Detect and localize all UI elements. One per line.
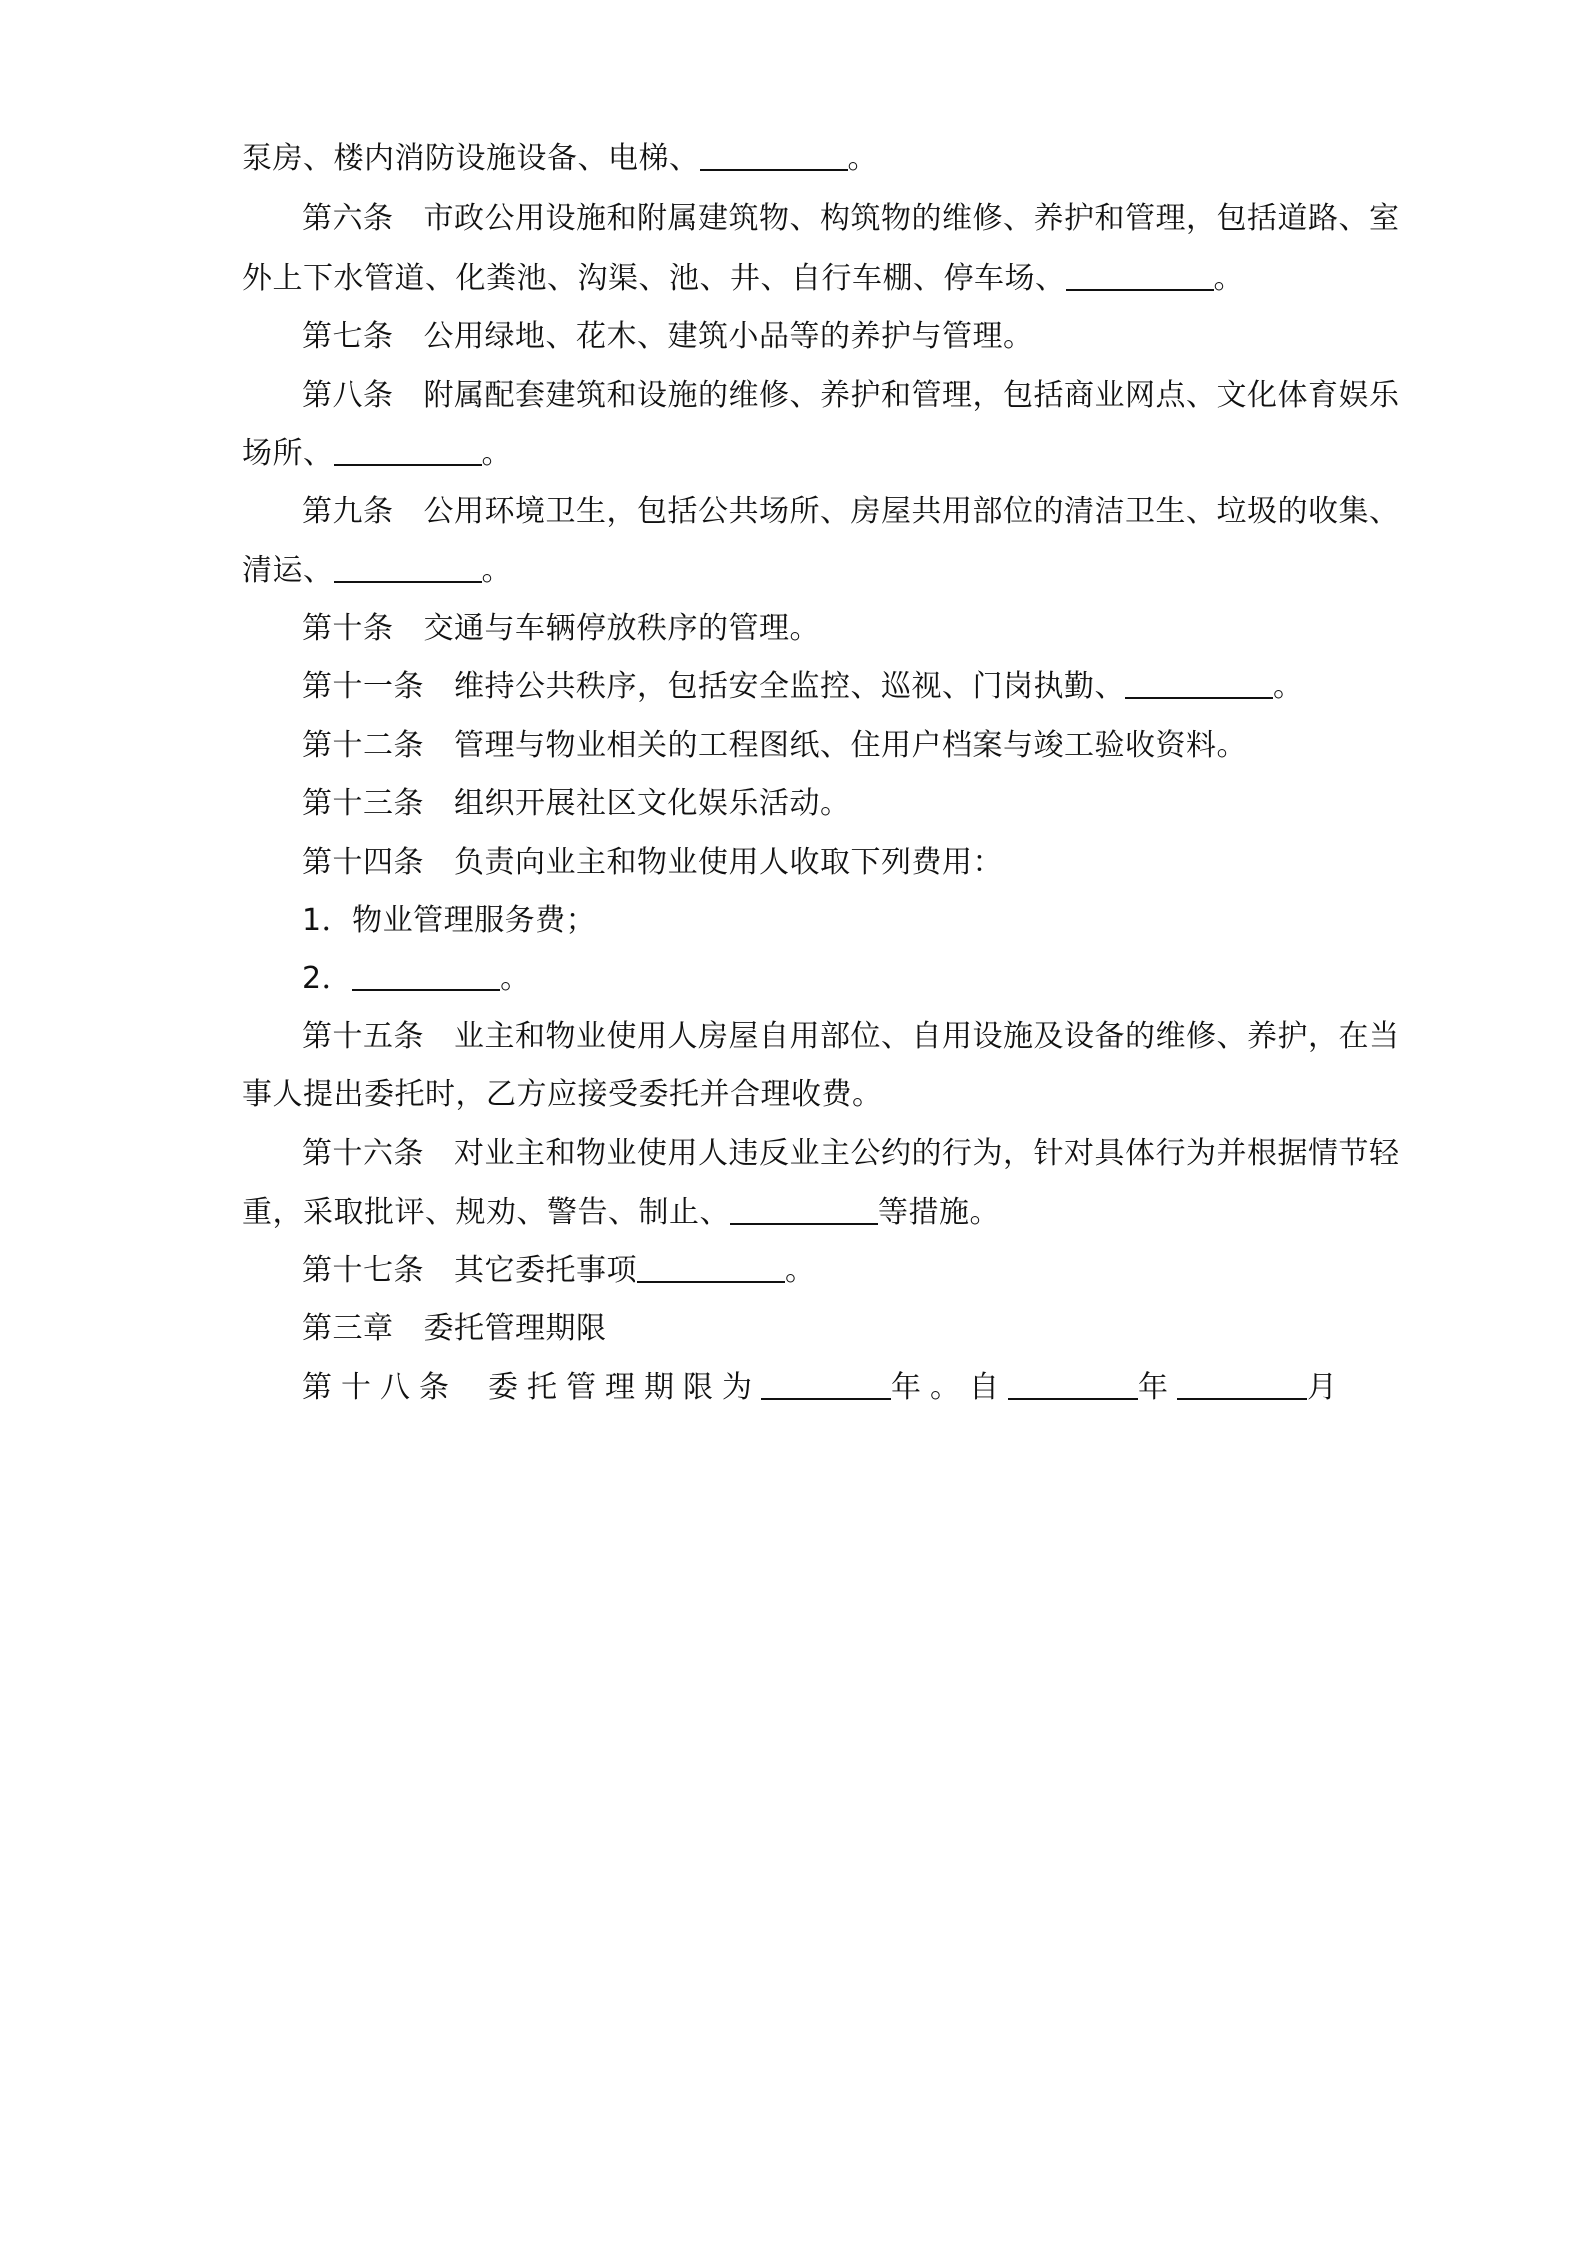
line-part: 年。自 <box>891 1370 1008 1405</box>
chapter-number: 第三章 <box>302 1311 394 1346</box>
chapter-heading <box>302 1309 1362 1349</box>
article-number: 第十一条 <box>302 669 424 704</box>
fill-blank <box>1177 1370 1307 1400</box>
line-text: 重，采取批评、规劝、警告、制止、 <box>242 1195 730 1230</box>
article-text: 管理与物业相关的工程图纸、住用户档案与竣工验收资料。 <box>454 728 1247 763</box>
article-8 <box>302 376 1400 416</box>
list-item-text: 2． <box>302 961 353 996</box>
article-7 <box>302 317 1362 357</box>
article-text: 委托管理期限为 <box>488 1370 761 1405</box>
article-17 <box>302 1251 1362 1291</box>
article-number: 第十七条 <box>302 1253 424 1288</box>
line-tail: 。 <box>847 141 878 176</box>
line-tail: 。 <box>481 553 512 588</box>
line-tail: 。 <box>481 436 512 471</box>
article-number: 第六条 <box>302 201 394 236</box>
fill-blank <box>730 1195 878 1225</box>
article-16 <box>302 1134 1400 1174</box>
fill-blank <box>761 1370 891 1400</box>
article-text: 公用绿地、花木、建筑小品等的养护与管理。 <box>423 319 1034 354</box>
article-13 <box>302 784 1362 824</box>
list-item-text: 1．物业管理服务费； <box>302 903 597 938</box>
article-text: 组织开展社区文化娱乐活动。 <box>454 786 851 821</box>
article-number: 第九条 <box>302 494 394 529</box>
line-part: 月 <box>1307 1370 1346 1405</box>
fill-blank <box>1125 669 1273 699</box>
text-line <box>242 1075 1362 1115</box>
fill-blank <box>700 141 848 171</box>
text-line <box>242 1193 1362 1233</box>
article-text: 负责向业主和物业使用人收取下列费用： <box>454 845 1003 880</box>
article-10 <box>302 609 1362 649</box>
line-tail: 。 <box>500 961 531 996</box>
fill-blank <box>1008 1370 1138 1400</box>
article-text: 公用环境卫生，包括公共场所、房屋共用部位的清洁卫生、垃圾的收集、 <box>423 494 1400 529</box>
article-text: 业主和物业使用人房屋自用部位、自用设施及设备的维修、养护，在当 <box>454 1019 1400 1054</box>
article-number: 第十二条 <box>302 728 424 763</box>
text-line <box>242 434 1362 474</box>
article-6 <box>302 199 1400 239</box>
text-line <box>242 551 1362 591</box>
line-text: 泵房、楼内消防设施设备、电梯、 <box>242 141 700 176</box>
article-number: 第十八条 <box>302 1370 458 1405</box>
fill-blank <box>1066 261 1214 291</box>
fill-blank <box>334 553 482 583</box>
fill-blank <box>334 436 482 466</box>
fill-blank <box>352 961 500 991</box>
line-tail: 。 <box>1213 261 1244 296</box>
article-text: 对业主和物业使用人违反业主公约的行为，针对具体行为并根据情节轻 <box>454 1136 1400 1171</box>
line-text: 场所、 <box>242 436 334 471</box>
line-part: 年 <box>1138 1370 1177 1405</box>
text-line <box>242 259 1362 299</box>
article-11 <box>302 667 1362 707</box>
article-18 <box>302 1368 1362 1408</box>
article-text: 交通与车辆停放秩序的管理。 <box>423 611 820 646</box>
article-number: 第八条 <box>302 378 394 413</box>
article-12 <box>302 726 1362 766</box>
article-14 <box>302 843 1362 883</box>
article-text: 市政公用设施和附属建筑物、构筑物的维修、养护和管理，包括道路、室 <box>423 201 1400 236</box>
fill-blank <box>637 1253 785 1283</box>
line-tail: 。 <box>1273 669 1304 704</box>
list-item-1 <box>302 901 1362 941</box>
list-item-2 <box>302 959 1362 999</box>
article-text: 其它委托事项 <box>454 1253 637 1288</box>
article-number: 第十五条 <box>302 1019 424 1054</box>
line-text: 事人提出委托时，乙方应接受委托并合理收费。 <box>242 1077 883 1112</box>
article-15 <box>302 1017 1400 1057</box>
article-9 <box>302 492 1400 532</box>
article-number: 第七条 <box>302 319 394 354</box>
article-text: 附属配套建筑和设施的维修、养护和管理，包括商业网点、文化体育娱乐 <box>423 378 1400 413</box>
text-line <box>242 139 1362 179</box>
article-text: 维持公共秩序，包括安全监控、巡视、门岗执勤、 <box>454 669 1125 704</box>
line-text: 外上下水管道、化粪池、沟渠、池、井、自行车棚、停车场、 <box>242 261 1066 296</box>
article-number: 第十三条 <box>302 786 424 821</box>
article-number: 第十条 <box>302 611 394 646</box>
article-number: 第十四条 <box>302 845 424 880</box>
line-tail: 等措施。 <box>878 1195 1000 1230</box>
line-tail: 。 <box>785 1253 816 1288</box>
chapter-title: 委托管理期限 <box>423 1311 607 1346</box>
line-text: 清运、 <box>242 553 334 588</box>
article-number: 第十六条 <box>302 1136 424 1171</box>
